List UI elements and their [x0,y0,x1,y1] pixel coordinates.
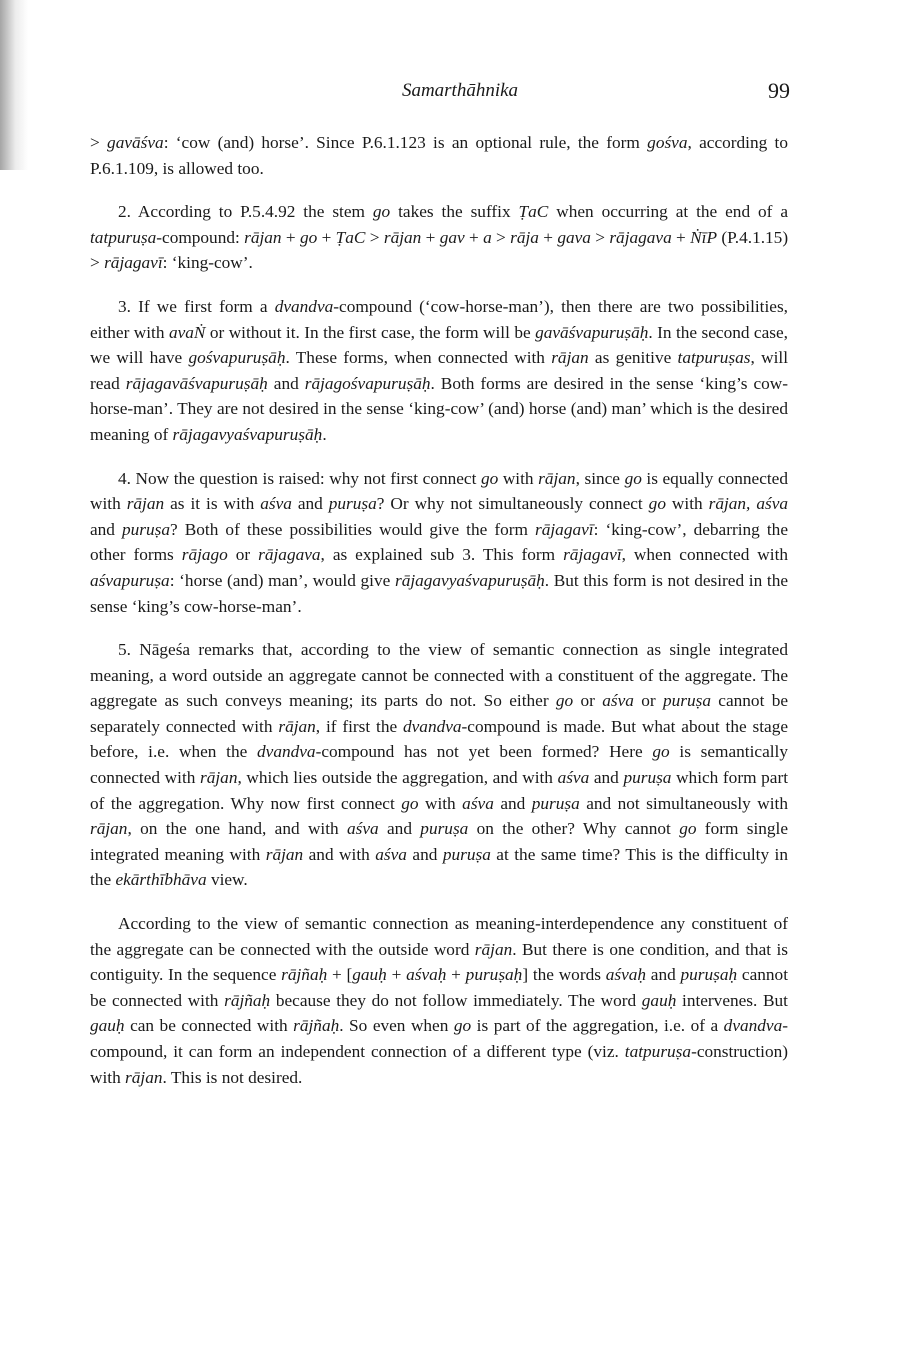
text-run: , if first the [315,716,403,736]
italic-term: tatpuruṣa [90,227,157,247]
text-run: > [90,133,108,152]
italic-term: puruṣa [420,819,469,839]
italic-term: puruṣa [442,844,491,864]
text-run: : ‘horse (and) man’, would give [169,570,395,590]
paragraph-3 [90,294,788,448]
italic-term: tatpuruṣas [677,348,751,368]
running-head: Samarthāhnika [401,80,519,101]
text-run: with [665,494,709,514]
italic-term: go [555,691,574,711]
text-run: , since [575,468,625,488]
text-run: and [291,494,329,514]
scan-edge-shadow [0,0,28,170]
text-run: and [493,793,532,813]
italic-term: rājagośvapuruṣāḥ [304,373,431,393]
italic-term: rājñaḥ [281,965,328,985]
italic-term: rājagavāśvapuruṣāḥ [125,373,268,393]
text-run: which form part of the aggregation. Why now first connect [90,768,788,813]
text-run: -compound (‘cow-horse-man’), then there are two possibilities, either with [90,296,788,342]
paragraph-closing [90,911,788,1090]
italic-term: go [624,468,642,488]
text-run: because they do not follow immediately. The word [270,990,642,1010]
text-run: + [317,227,336,247]
italic-term: go [679,819,697,839]
italic-term: aśvaḥ [406,965,447,985]
text-run: cannot be separately connected with [90,691,789,736]
text-run: , on the one hand, and with [127,819,347,839]
italic-term: puruṣaḥ [680,965,738,985]
text-run: : ‘cow (and) horse’. Since P.6.1.123 is an optional rule, the form [163,133,648,152]
italic-term: rājagavī [535,519,594,539]
italic-term: puruṣa [328,494,377,514]
italic-term: a [483,227,492,247]
italic-term: dvandva [274,296,334,316]
italic-term: puruṣa [662,691,711,711]
italic-term: rājan [383,227,422,247]
italic-term: gośvapuruṣāḥ [188,348,286,368]
italic-term: rājñaḥ [293,1016,340,1036]
text-run: > [590,227,610,247]
italic-term: rājan [244,227,282,247]
page-header [90,80,790,110]
italic-term: aśva [602,691,634,711]
italic-term: rājan [90,819,128,839]
italic-term: go [372,202,391,222]
text-run: is equally connected with [90,468,788,514]
italic-term: aśva [375,844,407,864]
italic-term: rājan [126,494,165,514]
text-run: + [ [327,965,353,985]
text-run: and with [303,844,376,864]
italic-term: ekārthībhāva [115,870,207,890]
text-run: with [498,468,539,488]
text-run: , as explained sub 3. This form [320,545,564,565]
text-run: : ‘king-cow’. [162,253,253,273]
italic-term: go [453,1016,472,1036]
italic-term: aśvapuruṣa [90,570,170,590]
text-run: as it is with [164,494,261,514]
italic-term: rājagavyaśvapuruṣāḥ [172,424,323,444]
text-run: , according to P.6.1.109, is allowed too. [90,133,788,178]
text-run: -construction) with [90,1042,788,1087]
italic-term: aśva [260,494,292,514]
italic-term: aśva [462,793,494,813]
text-run: . But this form is not desired in the sense ‘king’s cow-horse-man’. [90,570,789,616]
italic-term: aśva [557,768,590,788]
italic-term: ṬaC [518,202,549,222]
text-run: and [267,373,305,393]
italic-term: rājan [278,716,316,736]
text-run: . These forms, when connected with [285,348,552,368]
italic-term: rājagavī [104,253,163,273]
text-run: when occurring at the end of a [548,202,789,222]
text-run: or without it. In the first case, the form will be [205,322,536,342]
italic-term: rājan [265,844,304,864]
italic-term: go [648,494,666,514]
text-run: or [227,545,259,565]
italic-term: avaṄ [168,322,206,342]
text-run: -compound is made. But what about the stage before, i.e. when the [90,716,788,762]
text-run: and [90,519,123,539]
text-run: -compound, it can form an independent connection of a different type (viz. [90,1016,788,1061]
text-run: -compound has not yet been formed? Here [315,742,653,762]
paragraph-continuation [90,130,788,181]
text-run: + [386,965,407,985]
italic-term: go [480,468,499,488]
italic-term: ṄīP [690,227,718,247]
text-run: or [573,691,603,711]
text-run: . But there is one condition, and that is contiguity. In the sequence [90,939,788,985]
italic-term: gavāśvapuruṣāḥ [535,322,649,342]
paragraph-4 [90,466,788,620]
italic-term: go [652,742,670,762]
italic-term: go [299,227,318,247]
text-run: ? Both of these possibilities would give the form [170,519,536,539]
italic-term: aśva [347,819,379,839]
italic-term: gauḥ [641,990,677,1010]
italic-term: aśvaḥ [605,965,647,985]
text-run: > [365,227,384,247]
italic-term: rājan [551,348,589,368]
text-run: , will read [90,348,788,393]
text-run: ? Or why not simultaneously connect [376,494,649,514]
text-run: and [589,768,624,788]
text-run: and [406,844,443,864]
italic-term: gava [557,227,591,247]
italic-term: puruṣa [623,768,672,788]
text-run: + [671,227,691,247]
paragraph-2 [90,199,788,276]
italic-term: rājñaḥ [224,990,271,1010]
italic-term: rājagavyaśvapuruṣāḥ [394,570,545,590]
text-run: + [281,227,300,247]
text-run: is part of the aggregation, i.e. of a [471,1016,724,1036]
italic-term: gavāśva [107,133,164,152]
text-run: According to the view of semantic connection as meaning-interdependence any constituent of the aggregate can be connected with the outside word [90,914,788,959]
italic-term: puruṣa [531,793,580,813]
text-run: as genitive [588,348,678,368]
italic-term: dvandva [403,716,462,736]
text-run: + [464,227,484,247]
text-run: 2. According to P.5.4.92 the stem [118,202,373,222]
text-run: is semantically connected with [90,742,788,788]
text-run: + [446,965,466,985]
text-run: . This is not desired. [162,1067,303,1087]
text-run: and not simultaneously with [579,793,788,813]
italic-term: gauḥ [90,1016,125,1036]
italic-term: puruṣa [122,519,171,539]
text-run: can be connected with [124,1016,294,1036]
italic-term: gauḥ [352,965,387,985]
text-run: > [491,227,511,247]
text-run: . Both forms are desired in the sense ‘king’s cow-horse-man’. They are not desired in the sense ‘king-cow’ (and) horse (and) man’ which is the desired meaning of [90,373,789,444]
text-run: and [646,965,681,985]
italic-term: rājan [200,768,238,788]
italic-term: rājago [181,545,228,565]
body-text [90,130,788,1090]
text-run: ] the words [522,965,606,985]
italic-term: tatpuruṣa [624,1042,692,1061]
italic-term: rājan, aśva [708,494,789,514]
text-run: + [538,227,558,247]
text-run: intervenes. But [676,990,788,1010]
italic-term: rājan [125,1067,163,1087]
text-run: + [421,227,440,247]
text-run: -compound: [156,227,245,247]
text-run: , when connected with [621,545,789,565]
italic-term: ṬaC [335,227,366,247]
text-run: 4. Now the question is raised: why not first connect [118,468,481,488]
text-run: . In the second case, we will have [90,322,788,368]
italic-term: rājagava [258,545,321,565]
text-run: on the other? Why cannot [468,819,680,839]
paragraph-5 [90,637,788,893]
text-run: with [418,793,463,813]
text-run: takes the suffix [390,202,519,222]
text-run: . [322,424,327,444]
italic-term: gośva [647,133,688,152]
italic-term: rāja [510,227,539,247]
text-run: (P.4.1.15) > [90,227,789,273]
italic-term: rājan [538,468,576,488]
text-run: cannot be connected with [90,965,788,1010]
text-run: 3. If we first form a [118,296,275,316]
text-run: form single integrated meaning with [90,819,789,864]
italic-term: go [401,793,419,813]
text-run: . So even when [339,1016,454,1036]
italic-term: puruṣaḥ [465,965,523,985]
text-run: view. [206,870,248,890]
text-run: : ‘king-cow’, debarring the other forms [90,519,788,565]
text-run: , which lies outside the aggregation, and with [237,768,558,788]
text-run: and [378,819,421,839]
italic-term: gav [439,227,465,247]
italic-term: rājagava [609,227,672,247]
page-number: 99 [768,78,790,103]
text-run: 5. Nāgeśa remarks that, according to the view of semantic connection as single integrated meaning, a word outside an aggregate cannot be connected with a constituent of the aggregate. The aggregate as such conveys meaning; its parts do not. So either [90,640,788,711]
italic-term: dvandva [723,1016,783,1036]
text-run: at the same time? This is the difficulty in the [90,844,788,890]
italic-term: dvandva [257,742,316,762]
italic-term: rājagavī [563,545,622,565]
italic-term: rājan [474,939,513,959]
text-run: or [633,691,663,711]
